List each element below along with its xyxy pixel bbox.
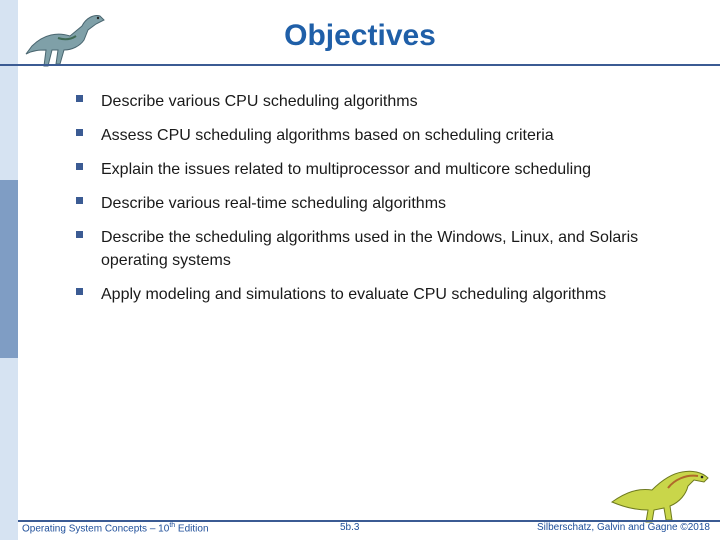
bullet-list [76, 90, 676, 317]
footer-edition-text: Edition [175, 523, 209, 535]
footer-book-text: Operating System Concepts – 10 [22, 523, 170, 535]
bullet-icon [76, 129, 83, 136]
left-sidebar [0, 0, 18, 540]
list-item [76, 283, 676, 306]
bullet-icon [76, 231, 83, 238]
bullet-icon [76, 95, 83, 102]
bullet-text: Assess CPU scheduling algorithms based on scheduling criteria [101, 127, 554, 144]
list-item [76, 124, 676, 147]
slide-title: Objectives [284, 19, 436, 52]
bullet-icon [76, 197, 83, 204]
title-divider [0, 64, 720, 66]
dinosaur-icon [608, 462, 716, 524]
list-item [76, 226, 676, 272]
footer-book-title [22, 522, 209, 534]
bullet-text: Describe various CPU scheduling algorithms [101, 93, 418, 110]
list-item [76, 192, 676, 215]
bullet-text: Apply modeling and simulations to evaluate CPU scheduling algorithms [101, 286, 607, 303]
sidebar-band [0, 180, 18, 358]
bullet-icon [76, 163, 83, 170]
list-item [76, 158, 676, 181]
bullet-text: Describe various real-time scheduling algorithms [101, 195, 447, 212]
copyright: Silberschatz, Galvin and Gagne ©2018 [536, 522, 710, 533]
page-number: 5b.3 [340, 522, 360, 533]
bullet-text: Describe the scheduling algorithms used in the Windows, Linux, and Solaris operating systems [101, 229, 639, 269]
bullet-text: Explain the issues related to multiprocessor and multicore scheduling [101, 161, 592, 178]
list-item [76, 90, 676, 113]
bullet-icon [76, 288, 83, 295]
footer-edition-sup: th [169, 522, 176, 529]
